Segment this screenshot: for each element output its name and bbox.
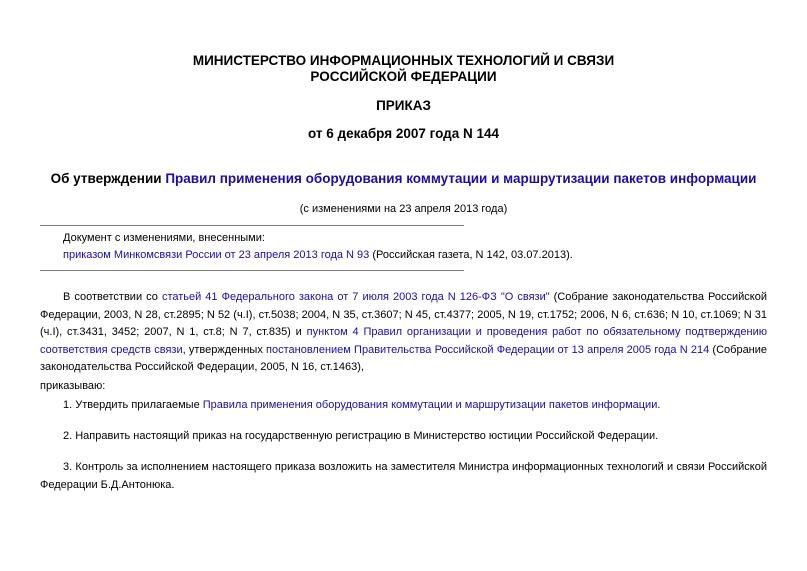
government-resolution-link[interactable]: постановлением Правительства Российской Федерации от 13 апреля 2005 года N 214 <box>266 343 710 356</box>
amendment-link[interactable]: приказом Минкомсвязи России от 23 апреля 2013 года N 93 <box>63 249 370 261</box>
item-1 <box>40 397 767 415</box>
doc-subject <box>0 171 807 186</box>
amendments-intro: Документ с изменениями, внесенными: <box>63 232 265 244</box>
doc-type: ПРИКАЗ <box>376 98 431 113</box>
doc-date: от 6 декабря 2007 года N 144 <box>307 126 500 141</box>
preamble-text-4: (Собрание законодательства Российской Федерации, 2005, N 16, ст.1463), <box>40 343 768 373</box>
ministry-line-1: МИНИСТЕРСТВО ИНФОРМАЦИОННЫХ ТЕХНОЛОГИЙ И СВЯЗИ <box>192 53 615 68</box>
amendments-block <box>63 230 743 264</box>
preamble-text-2: (Собрание законодательства Российской Федерации, 2003, N 28, ст.2895; N 52 (ч.I), ст.5038; 2004, N 35, ст.3607; N 45, ст.4377; 2005, N 19, ст.1752; 2006, N 6, ст.636; N 10, ст.1069; N 31 (ч.I), ст.3431, 3452; 2007, N 1, ст.8; N 7, ст.835) и <box>40 291 767 338</box>
item-3 <box>40 459 767 494</box>
item-1-end: . <box>657 399 661 411</box>
rules-point-link[interactable]: пунктом 4 Правил организации и проведения работ по обязательному подтверждению соответствия средств связи <box>40 326 767 356</box>
item-1-rules-link[interactable]: Правила применения оборудования коммутации и маршрутизации пакетов информации <box>202 399 658 411</box>
divider-top <box>40 225 464 226</box>
order-word: приказываю: <box>40 380 106 392</box>
item-2 <box>40 428 767 446</box>
subject-link[interactable]: Правил применения оборудования коммутации и маршрутизации пакетов информации <box>165 171 757 186</box>
item-3-text: 3. Контроль за исполнением настоящего приказа возложить на заместителя Министра информационных технологий и связи Российской Федерации Б.Д.Антонюка. <box>40 461 767 491</box>
ministry-title <box>0 53 807 85</box>
item-2-text: 2. Направить настоящий приказ на государственную регистрацию в Министерство юстиции Российской Федерации. <box>63 430 659 442</box>
divider-bottom <box>40 270 464 271</box>
preamble-text-1: В соответствии со <box>63 291 162 303</box>
preamble-paragraph <box>40 289 767 377</box>
item-1-text: 1. Утвердить прилагаемые <box>63 399 203 411</box>
preamble-text-3: , утвержденных <box>182 343 267 356</box>
ministry-line-2: РОССИЙСКОЙ ФЕДЕРАЦИИ <box>310 69 497 84</box>
revision-note: (с изменениями на 23 апреля 2013 года) <box>299 203 508 215</box>
law-link[interactable]: статьей 41 Федерального закона от 7 июля 2003 года N 126-ФЗ "О связи" <box>161 291 550 303</box>
subject-prefix: Об утверждении <box>50 171 166 186</box>
amendment-source: (Российская газета, N 142, 03.07.2013). <box>369 249 573 261</box>
amendments-line <box>63 247 743 264</box>
